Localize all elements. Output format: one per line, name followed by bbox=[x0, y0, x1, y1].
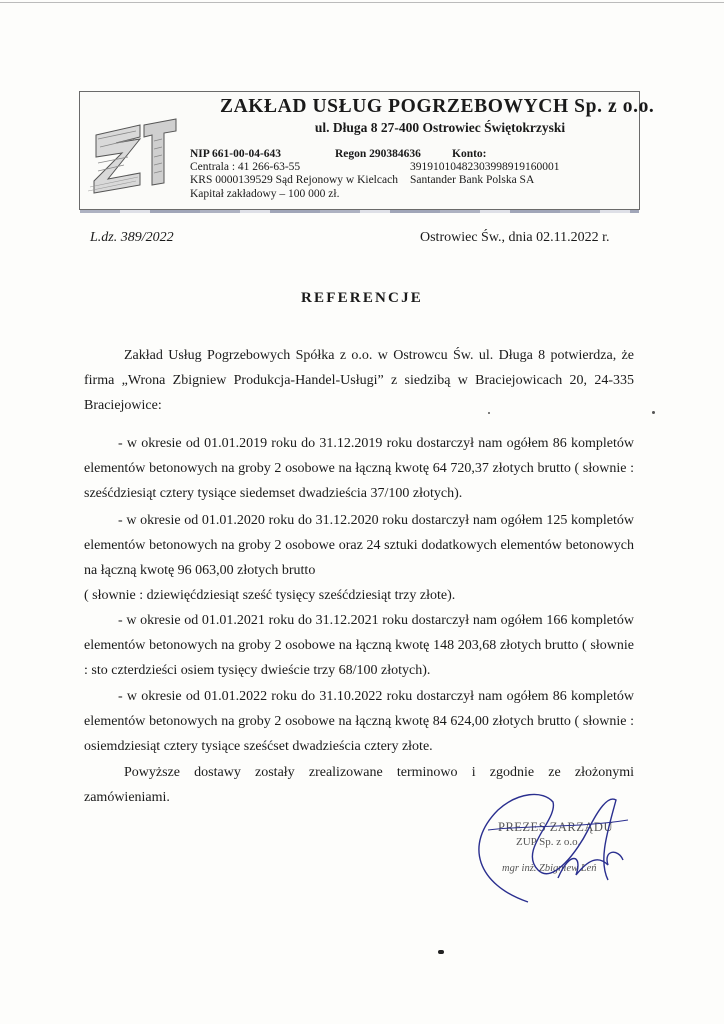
bank-name: Santander Bank Polska SA bbox=[410, 174, 535, 186]
closing-paragraph: Powyższe dostawy zostały zrealizowane terminowo i zgodnie ze złożonymi zamówieniami. bbox=[84, 765, 634, 805]
regon-number: Regon 290384636 bbox=[335, 148, 421, 160]
share-capital: Kapitał zakładowy – 100 000 zł. bbox=[190, 188, 340, 200]
intro-paragraph: Zakład Usług Pogrzebowych Spółka z o.o. w Ostrowcu Św. ul. Długa 8 potwierdza, że firma „Wrona Zbigniew Produkcja-Handel-Usługi” z siedzibą w Braciejowicach 20, 24-335 Braciejowice: bbox=[84, 348, 634, 413]
stamp-company: ZUP Sp. z o.o. bbox=[516, 836, 581, 848]
delivery-item-2020-words: ( słownie : dziewięćdziesiąt sześć tysięcy sześćdziesiąt trzy złote). bbox=[84, 588, 456, 603]
stamp-title: PREZES ZARZĄDU bbox=[498, 820, 613, 834]
delivery-item-2020: - w okresie od 01.01.2020 roku do 31.12.2020 roku dostarczył nam ogółem 125 kompletów elementów betonowych na groby 2 osobowe oraz 24 sztuki dodatkowych elementów betonowych na łączną kwotę 96 063,00 złotych brutto bbox=[84, 513, 634, 578]
place-and-date: Ostrowiec Św., dnia 02.11.2022 r. bbox=[420, 230, 610, 245]
reference-number: L.dz. 389/2022 bbox=[90, 230, 174, 245]
handwritten-signature bbox=[458, 790, 638, 910]
delivery-item-2022: - w okresie od 01.01.2022 roku do 31.10.2022 roku dostarczył nam ogółem 86 kompletów elementów betonowych na groby 2 osobowe na łączną kwotę 84 624,00 złotych brutto ( słownie : osiemdziesiąt cztery tysiące sześćset dwadzieścia cztery złote. bbox=[84, 689, 634, 754]
company-name: ZAKŁAD USŁUG POGRZEBOWYCH Sp. z o.o. bbox=[220, 96, 655, 117]
scan-speck bbox=[488, 412, 490, 414]
bank-account-number: 39191010482303998919160001 bbox=[410, 161, 560, 173]
delivery-item-2021: - w okresie od 01.01.2021 roku do 31.12.2021 roku dostarczył nam ogółem 166 kompletów elementów betonowych na groby 2 osobowe na łączną kwotę 148 203,68 złotych brutto ( słownie : sto czterdzieści osiem tysięcy dwieście trzy 68/100 złotych). bbox=[84, 613, 634, 678]
nip-number: NIP 661-00-04-643 bbox=[190, 148, 282, 160]
company-address: ul. Długa 8 27-400 Ostrowiec Świętokrzyski bbox=[314, 120, 566, 135]
letterhead-bottom-band bbox=[80, 210, 639, 213]
scan-speck bbox=[652, 411, 655, 414]
top-edge-line bbox=[0, 2, 724, 3]
company-logo bbox=[88, 117, 180, 197]
signature-block bbox=[458, 790, 638, 910]
krs-number: KRS 0000139529 Sąd Rejonowy w Kielcach bbox=[190, 174, 398, 186]
delivery-item-2019: - w okresie od 01.01.2019 roku do 31.12.2019 roku dostarczył nam ogółem 86 kompletów elementów betonowych na groby 2 osobowe na łączną kwotę 64 720,37 złotych brutto ( słownie : sześćdziesiąt cztery tysiące siedemset dwadzieścia 37/100 złotych). bbox=[84, 436, 634, 501]
account-label: Konto: bbox=[452, 148, 487, 160]
phone-number: Centrala : 41 266-63-55 bbox=[190, 161, 301, 173]
document-title: REFERENCJE bbox=[300, 290, 423, 306]
page-mark bbox=[438, 950, 444, 954]
letterhead bbox=[79, 91, 655, 210]
stamp-name: mgr inż. Zbigniew Leń bbox=[502, 863, 597, 874]
